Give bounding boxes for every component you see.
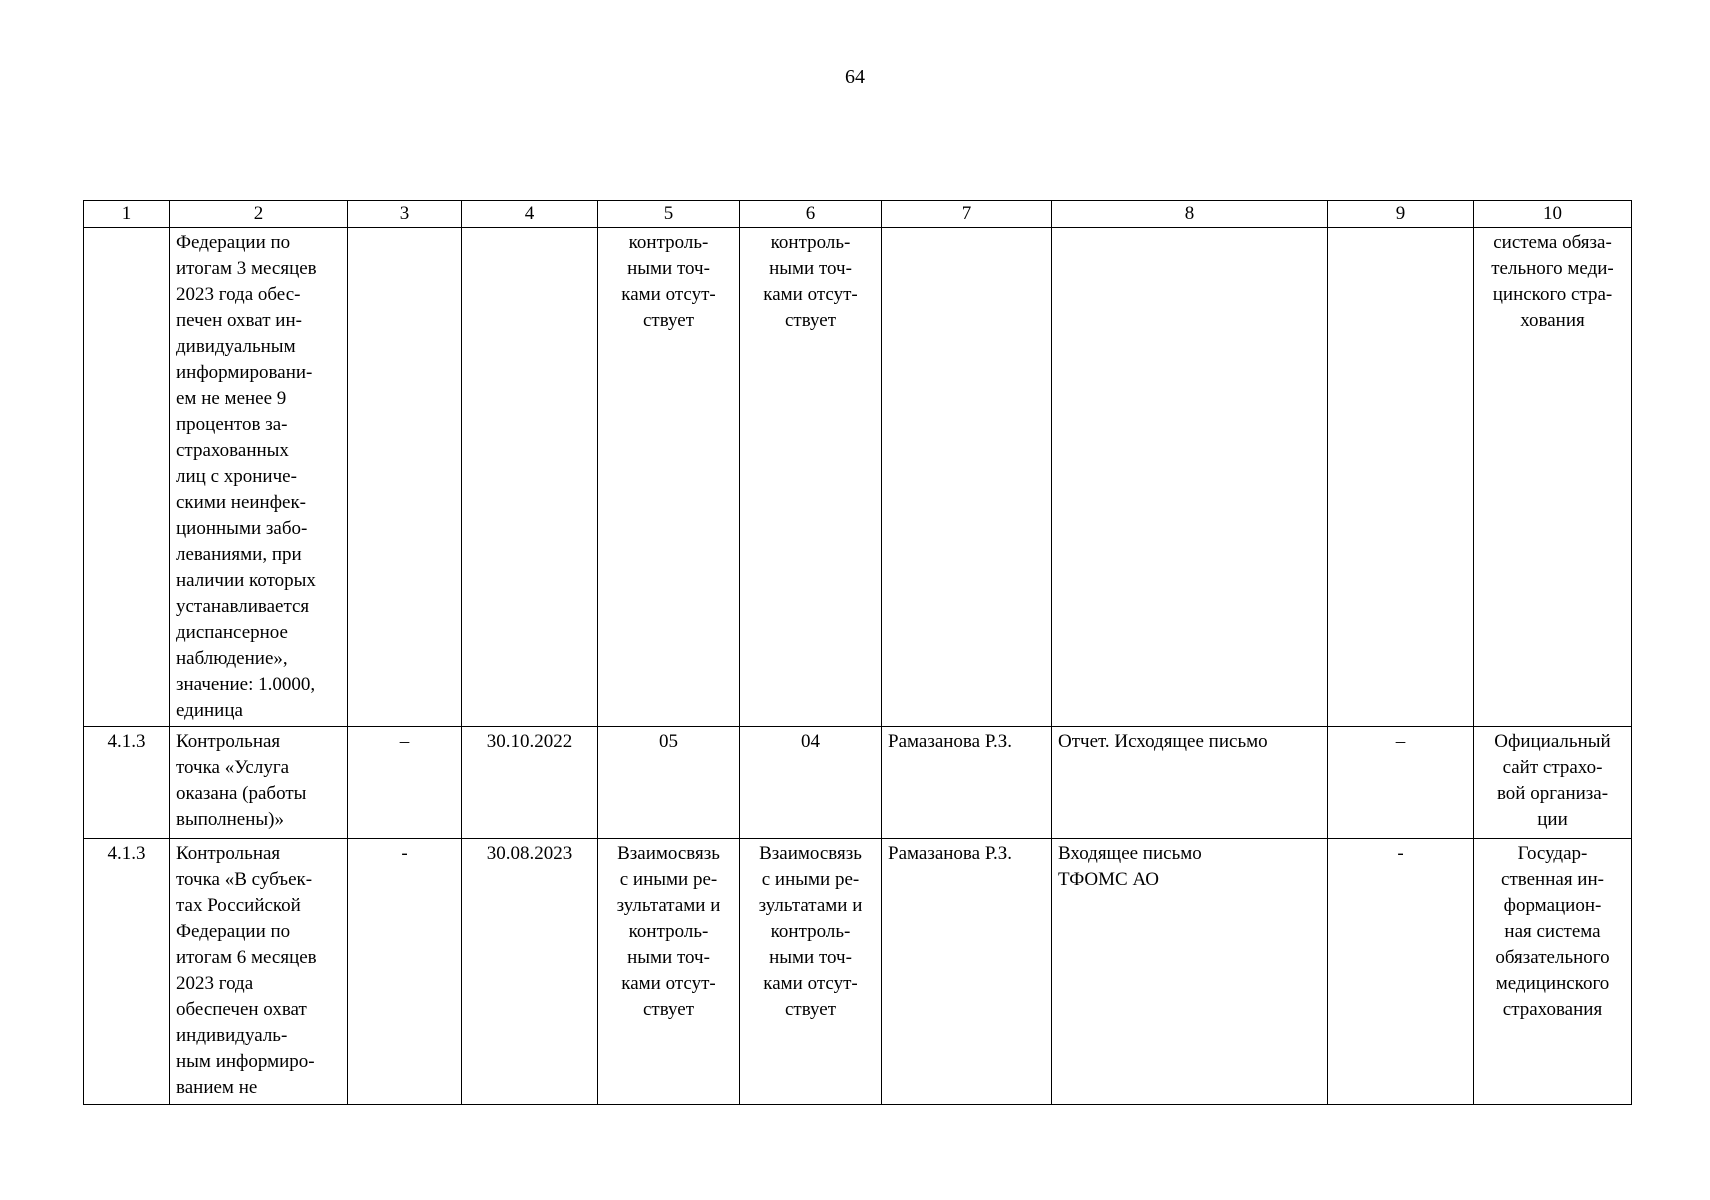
table-row — [84, 839, 1632, 1105]
table-row — [84, 727, 1632, 839]
cell-date: 30.10.2022 — [462, 727, 598, 839]
header-col-10: 10 — [1474, 201, 1632, 228]
cell-col6: контроль- ными точ- ками отсут- ствует — [740, 228, 882, 727]
cell-description: Контрольная точка «В субъек- тах Российской Федерации по итогам 6 месяцев 2023 года обеспечен охват индивидуаль- ным информиро- ванием не — [170, 839, 348, 1105]
header-row — [84, 201, 1632, 228]
cell-col9: - — [1328, 839, 1474, 1105]
cell-description: Федерации по итогам 3 месяцев 2023 года обес- печен охват ин- дивидуальным информировани- ем не менее 9 процентов за- страхованных лиц с хрониче- скими неинфек- ционными забо- леваниями, при наличии которых устанавливается диспансерное наблюдение», значение: 1.0000, единица — [170, 228, 348, 727]
cell-col3: - — [348, 839, 462, 1105]
cell-document — [1052, 228, 1328, 727]
cell-info-system: Государ- ственная ин- формацион- ная система обязательного медицинского страхования — [1474, 839, 1632, 1105]
header-col-9: 9 — [1328, 201, 1474, 228]
cell-date: 30.08.2023 — [462, 839, 598, 1105]
header-col-2: 2 — [170, 201, 348, 228]
cell-col5: 05 — [598, 727, 740, 839]
cell-col6: Взаимосвязь с иными ре- зультатами и контроль- ными точ- ками отсут- ствует — [740, 839, 882, 1105]
header-col-5: 5 — [598, 201, 740, 228]
plan-table — [83, 200, 1632, 1105]
cell-col3 — [348, 228, 462, 727]
cell-col5: контроль- ными точ- ками отсут- ствует — [598, 228, 740, 727]
cell-info-system: Официальный сайт страхо- вой организа- ции — [1474, 727, 1632, 839]
cell-document: Входящее письмо ТФОМС АО — [1052, 839, 1328, 1105]
cell-responsible — [882, 228, 1052, 727]
header-col-4: 4 — [462, 201, 598, 228]
cell-document: Отчет. Исходящее письмо — [1052, 727, 1328, 839]
header-col-6: 6 — [740, 201, 882, 228]
table-row — [84, 228, 1632, 727]
cell-date — [462, 228, 598, 727]
cell-description: Контрольная точка «Услуга оказана (работы выполнены)» — [170, 727, 348, 839]
cell-number: 4.1.3 — [84, 839, 170, 1105]
page-number: 64 — [845, 66, 865, 88]
header-col-7: 7 — [882, 201, 1052, 228]
cell-responsible: Рамазанова Р.З. — [882, 839, 1052, 1105]
cell-col3: – — [348, 727, 462, 839]
header-col-3: 3 — [348, 201, 462, 228]
header-col-1: 1 — [84, 201, 170, 228]
cell-responsible: Рамазанова Р.З. — [882, 727, 1052, 839]
cell-col9: – — [1328, 727, 1474, 839]
header-col-8: 8 — [1052, 201, 1328, 228]
cell-number: 4.1.3 — [84, 727, 170, 839]
cell-number — [84, 228, 170, 727]
cell-col5: Взаимосвязь с иными ре- зультатами и контроль- ными точ- ками отсут- ствует — [598, 839, 740, 1105]
cell-info-system: система обяза- тельного меди- цинского стра- хования — [1474, 228, 1632, 727]
cell-col9 — [1328, 228, 1474, 727]
cell-col6: 04 — [740, 727, 882, 839]
